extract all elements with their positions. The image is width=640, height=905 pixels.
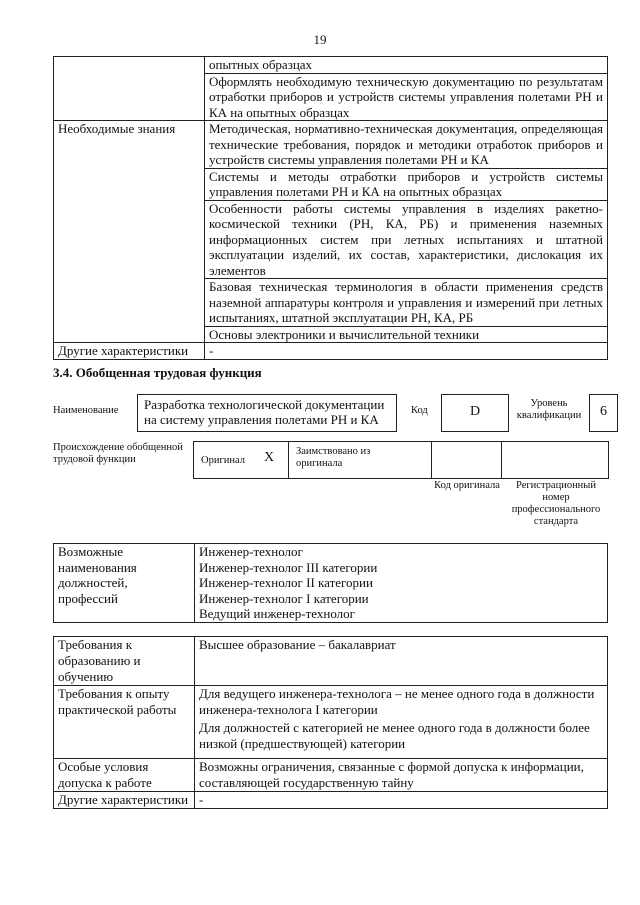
- list-item: Инженер-технолог I категории: [199, 590, 369, 606]
- reg-number-label: Регистрационный номер профессионального стандарта: [511, 480, 601, 527]
- divider: [501, 441, 502, 478]
- row-label: Требования к образованию и обучению: [54, 637, 195, 686]
- cell-text: -: [195, 792, 608, 809]
- table-row: [54, 792, 608, 809]
- cell-text: Базовая техническая терминология в области применения средств наземной аппаратуры контроля и управления и измерений при летных испытаниях, штатной эксплуатации РН, КА, РБ: [205, 279, 608, 327]
- cell-text: Системы и методы отработки приборов и устройств системы управления полетами РН и КА на опытных образцах: [205, 168, 608, 200]
- cell-text: Основы электроники и вычислительной техники: [205, 326, 608, 343]
- row-label: Требования к опыту практической работы: [54, 686, 195, 759]
- divider: [431, 441, 432, 478]
- positions-list: [195, 544, 608, 623]
- list-item: Ведущий инженер-технолог: [199, 606, 355, 621]
- positions-table: [53, 543, 608, 623]
- table-row: [54, 121, 608, 169]
- cell-text: -: [205, 343, 608, 360]
- table-row: [54, 544, 608, 623]
- divider: [288, 441, 289, 478]
- section-title: 3.4. Обобщенная трудовая функция: [53, 365, 262, 380]
- table-row: [54, 57, 608, 74]
- name-value: Разработка технологической документации на систему управления полетами РН и КА: [144, 397, 385, 427]
- level-box: [589, 394, 618, 432]
- row-label: Возможные наименования должностей, профессий: [54, 544, 195, 623]
- list-item: Инженер-технолог II категории: [199, 575, 373, 590]
- origin-label: Происхождение обобщенной трудовой функции: [53, 442, 183, 465]
- code-box: [441, 394, 509, 432]
- name-box: [137, 394, 397, 432]
- level-label: Уровень квалификации: [516, 398, 582, 421]
- cell-text: Оформлять необходимую техническую документацию по результатам отработки приборов и устройств системы управления полетами РН и КА на опытных образцах: [205, 73, 608, 121]
- code-label: Код: [411, 405, 428, 416]
- table-row: [54, 637, 608, 686]
- list-item: Инженер-технолог: [199, 544, 303, 559]
- cell-text: Высшее образование – бакалавриат: [195, 637, 608, 686]
- row-label-other: Другие характеристики: [54, 343, 205, 360]
- original-label: Оригинал: [201, 455, 245, 466]
- borrowed-label: Заимствовано из оригинала: [296, 446, 371, 469]
- cell-text: опытных образцах: [205, 57, 608, 74]
- row-label-knowledge: Необходимые знания: [54, 121, 205, 343]
- name-label: Наименование: [53, 405, 119, 416]
- row-label: Другие характеристики: [54, 792, 195, 809]
- cell-text: [195, 686, 608, 759]
- cell-text: Возможны ограничения, связанные с формой допуска к информации, составляющей государственную тайну: [195, 759, 608, 792]
- requirements-table: [53, 636, 608, 809]
- code-value: D: [469, 404, 481, 419]
- cell-text: Методическая, нормативно-техническая документация, определяющая технические требования, порядок и методики отработок приборов и устройств системы управления полетами РН и КА: [205, 121, 608, 169]
- origin-code-label: Код оригинала: [434, 480, 500, 491]
- row-label: [54, 57, 205, 121]
- original-mark: X: [264, 450, 275, 465]
- skills-knowledge-table: [53, 56, 608, 360]
- level-value: 6: [600, 404, 607, 419]
- list-item: Инженер-технолог III категории: [199, 559, 378, 575]
- list-item: Для ведущего инженера-технолога – не менее одного года в должности инженера-технолога I категории: [199, 686, 595, 717]
- table-row: [54, 759, 608, 792]
- table-row: [54, 343, 608, 360]
- cell-text: Особенности работы системы управления в изделиях ракетно-космической техники (РН, КА, РБ) и применения наземных информационных систем при летных испытаниях и штатной эксплуатации изделий, их состав, характеристики, дислокация их элементов: [205, 200, 608, 279]
- list-item: Для должностей с категорией не менее одного года в должности более низкой (предшествующей) категории: [199, 720, 590, 751]
- page-number: 19: [313, 32, 327, 47]
- row-label: Особые условия допуска к работе: [54, 759, 195, 792]
- table-row: [54, 686, 608, 759]
